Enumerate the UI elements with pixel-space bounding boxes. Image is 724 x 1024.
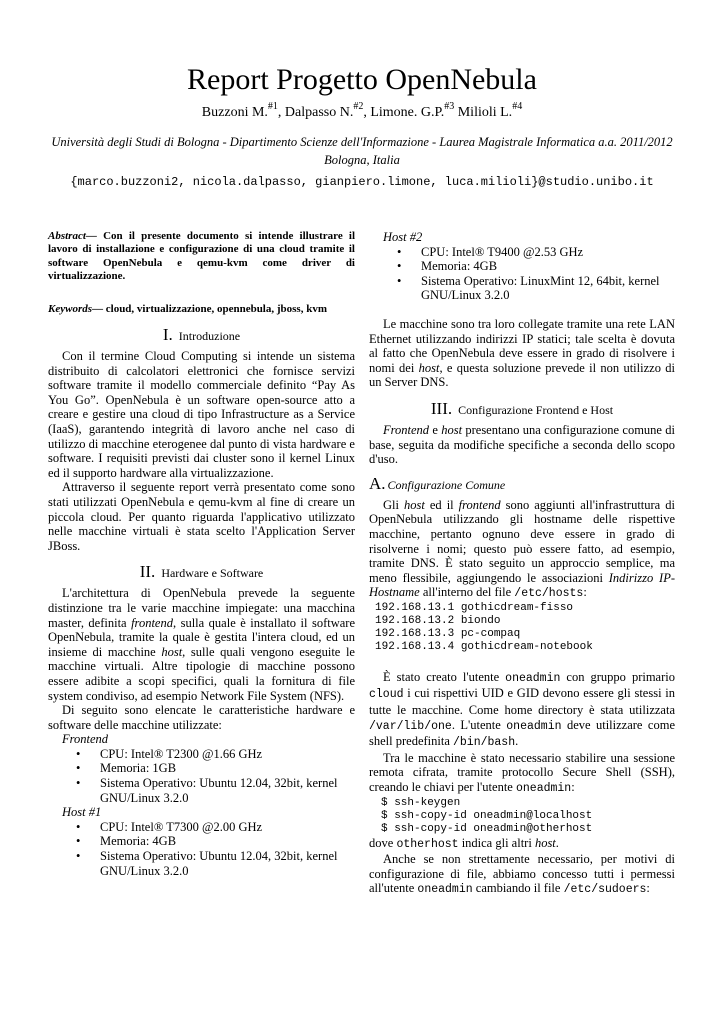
abstract-label: Abstract— (48, 230, 97, 242)
paper-title: Report Progetto OpenNebula (187, 63, 537, 96)
machine-label-frontend: Frontend (62, 732, 109, 747)
code-inline: /etc/sudoers (563, 883, 647, 897)
text-run: indica gli altri (458, 835, 535, 850)
text-run: : (583, 585, 587, 600)
author-name: Buzzoni M. (201, 105, 268, 120)
section-title: Configurazione Frontend e Host (458, 402, 614, 417)
machine-label-host1: Host #1 (62, 805, 102, 820)
text-run: sono aggiunti all'infrastruttura di OpenNebula utilizzando gli hostname delle rispettive macchine, pertanto ognuno deve essere in grado di risolverne i nomi; questo può essere fatto, ad esempio, tramite DNS. È stato seguito un approccio semplice, ma meno flessibile, aggiungendo le associazioni (369, 497, 675, 585)
text-run: . (555, 835, 559, 850)
code-inline: oneadmin (515, 782, 572, 796)
keywords-text: — cloud, virtualizzazione, opennebula, jboss, kvm (92, 302, 327, 315)
text-run: ed il (424, 497, 459, 512)
text-run: all'interno del file (419, 585, 515, 600)
author-name: Limone. G.P. (370, 105, 445, 120)
paragraph (369, 498, 675, 602)
code-inline: /var/lib/one (369, 719, 452, 733)
subsection-title: Configurazione Comune (387, 477, 506, 492)
section-number: II. (139, 562, 156, 582)
code-line: $ ssh-copy-id oneadmin@localhost (381, 809, 593, 822)
author-mark: #4 (512, 101, 523, 112)
text-emphasis: host (418, 360, 440, 375)
section-heading-introduzione (48, 326, 355, 345)
code-line: 192.168.13.1 gothicdream-fisso (375, 601, 574, 614)
author-name: Milioli L. (457, 105, 513, 120)
author-mark: #2 (353, 101, 364, 112)
subsection-number: A. (369, 473, 386, 493)
text-run: e (429, 422, 442, 437)
paragraph (48, 586, 355, 703)
paragraph: Con il termine Cloud Computing si intende un sistema distribuito di calcolatori elettronici che fornisce servizi software tramite il modello commerciale definito “Pay As You Go”. OpenNebula è un software open-source atto a creare e gestire una cloud di tipo Infrastructure as a Service (IaaS), garantendo integrità di lavoro anche nel caso di utilizzo di macchine eterogenee dal punto di vista hardware e software. I requisiti previsti dai cluster sono il kernel Linux ed il supporto hardware alla virtualizzazione. (48, 349, 355, 480)
text-run: , sulle quali vengono eseguite le macchine virtuali. Altre tipologie di macchine possono essere adibite a scopi specifici, quali la fornitura di file system condiviso, ad esempio Network File System (NFS). (48, 644, 355, 703)
subsection-heading-configurazione-comune (369, 475, 675, 494)
section-heading-configurazione (369, 400, 675, 419)
code-inline: /etc/hosts (514, 587, 584, 601)
text-run: . (515, 734, 519, 749)
abstract-text: Con il presente documento si intende illustrare il lavoro di installazione e configurazione di una cloud tramite il software OpenNebula e qemu-kvm come driver di virtualizzazione. (48, 230, 355, 283)
text-run: , sulla quale è installato il software OpenNebula, tramite la quale è gestita l'intera cloud, ed un insieme di macchine (48, 615, 355, 659)
affiliation-city: Bologna, Italia (324, 153, 400, 167)
paragraph (369, 751, 675, 797)
text-run: , e questa soluzione prevede il non utilizzo di un Server DNS. (369, 360, 675, 390)
text-emphasis: host (534, 835, 556, 850)
hosts-file-listing (369, 602, 675, 654)
spacer (369, 654, 675, 670)
author-list: Buzzoni M.$^{\#1}$, Dalpasso N.$^{\#2}$, Limone. G.P.$^{\#3}$ Milioli L.$^{\#4}$ (201, 101, 523, 120)
code-line: 192.168.13.2 biondo (375, 614, 501, 627)
code-inline: otherhost (396, 837, 459, 851)
list-item: • CPU: Intel® T7300 @2.00 GHz (48, 820, 355, 835)
text-run: L'architettura di OpenNebula prevede la seguente distinzione tra le varie macchine impiegate: una macchina master, definita (48, 586, 355, 630)
code-inline: oneadmin (506, 719, 562, 733)
text-run: Tra le macchine è stato necessario stabilire una sessione remota cifrata, tramite protocollo Secure Shell (SSH), creando le chiavi per l'utente (369, 750, 675, 795)
right-column (369, 230, 675, 898)
section-title: Introduzione (178, 329, 241, 344)
text-run: dove (369, 835, 397, 850)
paragraph (369, 670, 675, 751)
text-run: : (571, 780, 575, 795)
list-item: • Memoria: 1GB (48, 761, 355, 776)
text-emphasis: host (161, 644, 183, 659)
paragraph (369, 852, 675, 898)
left-column (48, 230, 355, 878)
keywords (48, 303, 355, 316)
text-emphasis: frontend (131, 615, 173, 630)
text-run: con gruppo primario (560, 669, 675, 684)
code-inline: /bin/bash (453, 736, 516, 750)
section-number: I. (162, 325, 173, 345)
author-mark: #1 (267, 101, 278, 112)
code-line: $ ssh-copy-id oneadmin@otherhost (381, 822, 593, 835)
section-number: III. (430, 398, 453, 418)
text-run: Gli (383, 497, 404, 512)
text-run: presentano una configurazione comune di base, seguita da modifiche specifiche a seconda dello scopo d'uso. (369, 422, 675, 467)
text-run: Anche se non strettamente necessario, per motivi di configurazione di file, abbiamo concesso tutti i permessi all'utente (369, 852, 675, 896)
code-line: 192.168.13.3 pc-compaq (375, 627, 521, 640)
paragraph (369, 423, 675, 467)
text-run: . L'utente (451, 717, 507, 732)
text-emphasis: frontend (458, 497, 501, 512)
author-name: Dalpasso N. (284, 105, 354, 120)
list-item: • CPU: Intel® T2300 @1.66 GHz (48, 747, 355, 762)
author-emails: {marco.buzzoni2, nicola.dalpasso, gianpiero.limone, luca.milioli}@studio.unibo.it (70, 175, 654, 189)
affiliation-line: Università degli Studi di Bologna - Dipartimento Scienze dell'Informazione - Laurea Magistrale Informatica a.a. 2011/2012 (51, 135, 673, 149)
code-line: $ ssh-keygen (381, 796, 461, 809)
list-item: • Sistema Operativo: Ubuntu 12.04, 32bit, kernel GNU/Linux 3.2.0 (48, 849, 355, 878)
code-inline: oneadmin (417, 883, 473, 897)
code-inline: oneadmin (505, 671, 561, 685)
abstract (48, 230, 355, 284)
text-run: Le macchine sono tra loro collegate tramite una rete LAN Ethernet utilizzando indirizzi IP statici; tale scelta è dovuta al fatto che OpenNebula deve essere in grado di risolvere i nomi dei (369, 316, 675, 375)
list-item: • Sistema Operativo: Ubuntu 12.04, 32bit, kernel GNU/Linux 3.2.0 (48, 776, 355, 805)
list-item: • Memoria: 4GB (48, 834, 355, 849)
code-line: 192.168.13.4 gothicdream-notebook (375, 640, 593, 653)
ssh-command-listing (369, 797, 675, 836)
text-run: cambiando il file (472, 881, 564, 896)
text-emphasis: host (441, 422, 463, 437)
paragraph (369, 317, 675, 390)
spec-list-host1 (48, 820, 355, 878)
text-run: i cui rispettivi UID e GID devono essere gli stessi in tutte le macchine. Come home directory è stata utilizzata (369, 686, 675, 718)
text-run: deve utilizzare come shell predefinita (369, 717, 675, 749)
list-item: • CPU: Intel® T9400 @2.53 GHz (369, 245, 675, 260)
list-item: • Memoria: 4GB (369, 259, 675, 274)
author-mark: #3 (444, 101, 455, 112)
list-item: • Sistema Operativo: LinuxMint 12, 64bit, kernel GNU/Linux 3.2.0 (369, 274, 675, 303)
text-emphasis: host (404, 497, 425, 512)
text-emphasis: Indirizzo IP-Hostname (369, 570, 675, 600)
affiliation (0, 133, 724, 169)
paragraph (369, 836, 675, 853)
spec-list-frontend (48, 747, 355, 805)
section-heading-hardware-software (48, 563, 355, 582)
paragraph: Attraverso il seguente report verrà presentato come sono stati utilizzati OpenNebula e qemu-kvm al fine di creare un piccola cloud. Per quanto riguarda l'applicativo utilizzato nelle macchine virtuali è stata scelto l'Application Server JBoss. (48, 480, 355, 553)
text-emphasis: Frontend (383, 422, 430, 437)
text-run: È stato creato l'utente (383, 669, 506, 684)
text-run: : (646, 881, 650, 896)
section-title: Hardware e Software (161, 566, 264, 581)
keywords-label: Keywords (48, 302, 92, 315)
code-inline: cloud (369, 688, 404, 702)
spec-list-host2 (369, 245, 675, 303)
paragraph: Di seguito sono elencate le caratteristiche hardware e software delle macchine utilizzate: (48, 703, 355, 732)
machine-label-host2: Host #2 (383, 230, 423, 244)
